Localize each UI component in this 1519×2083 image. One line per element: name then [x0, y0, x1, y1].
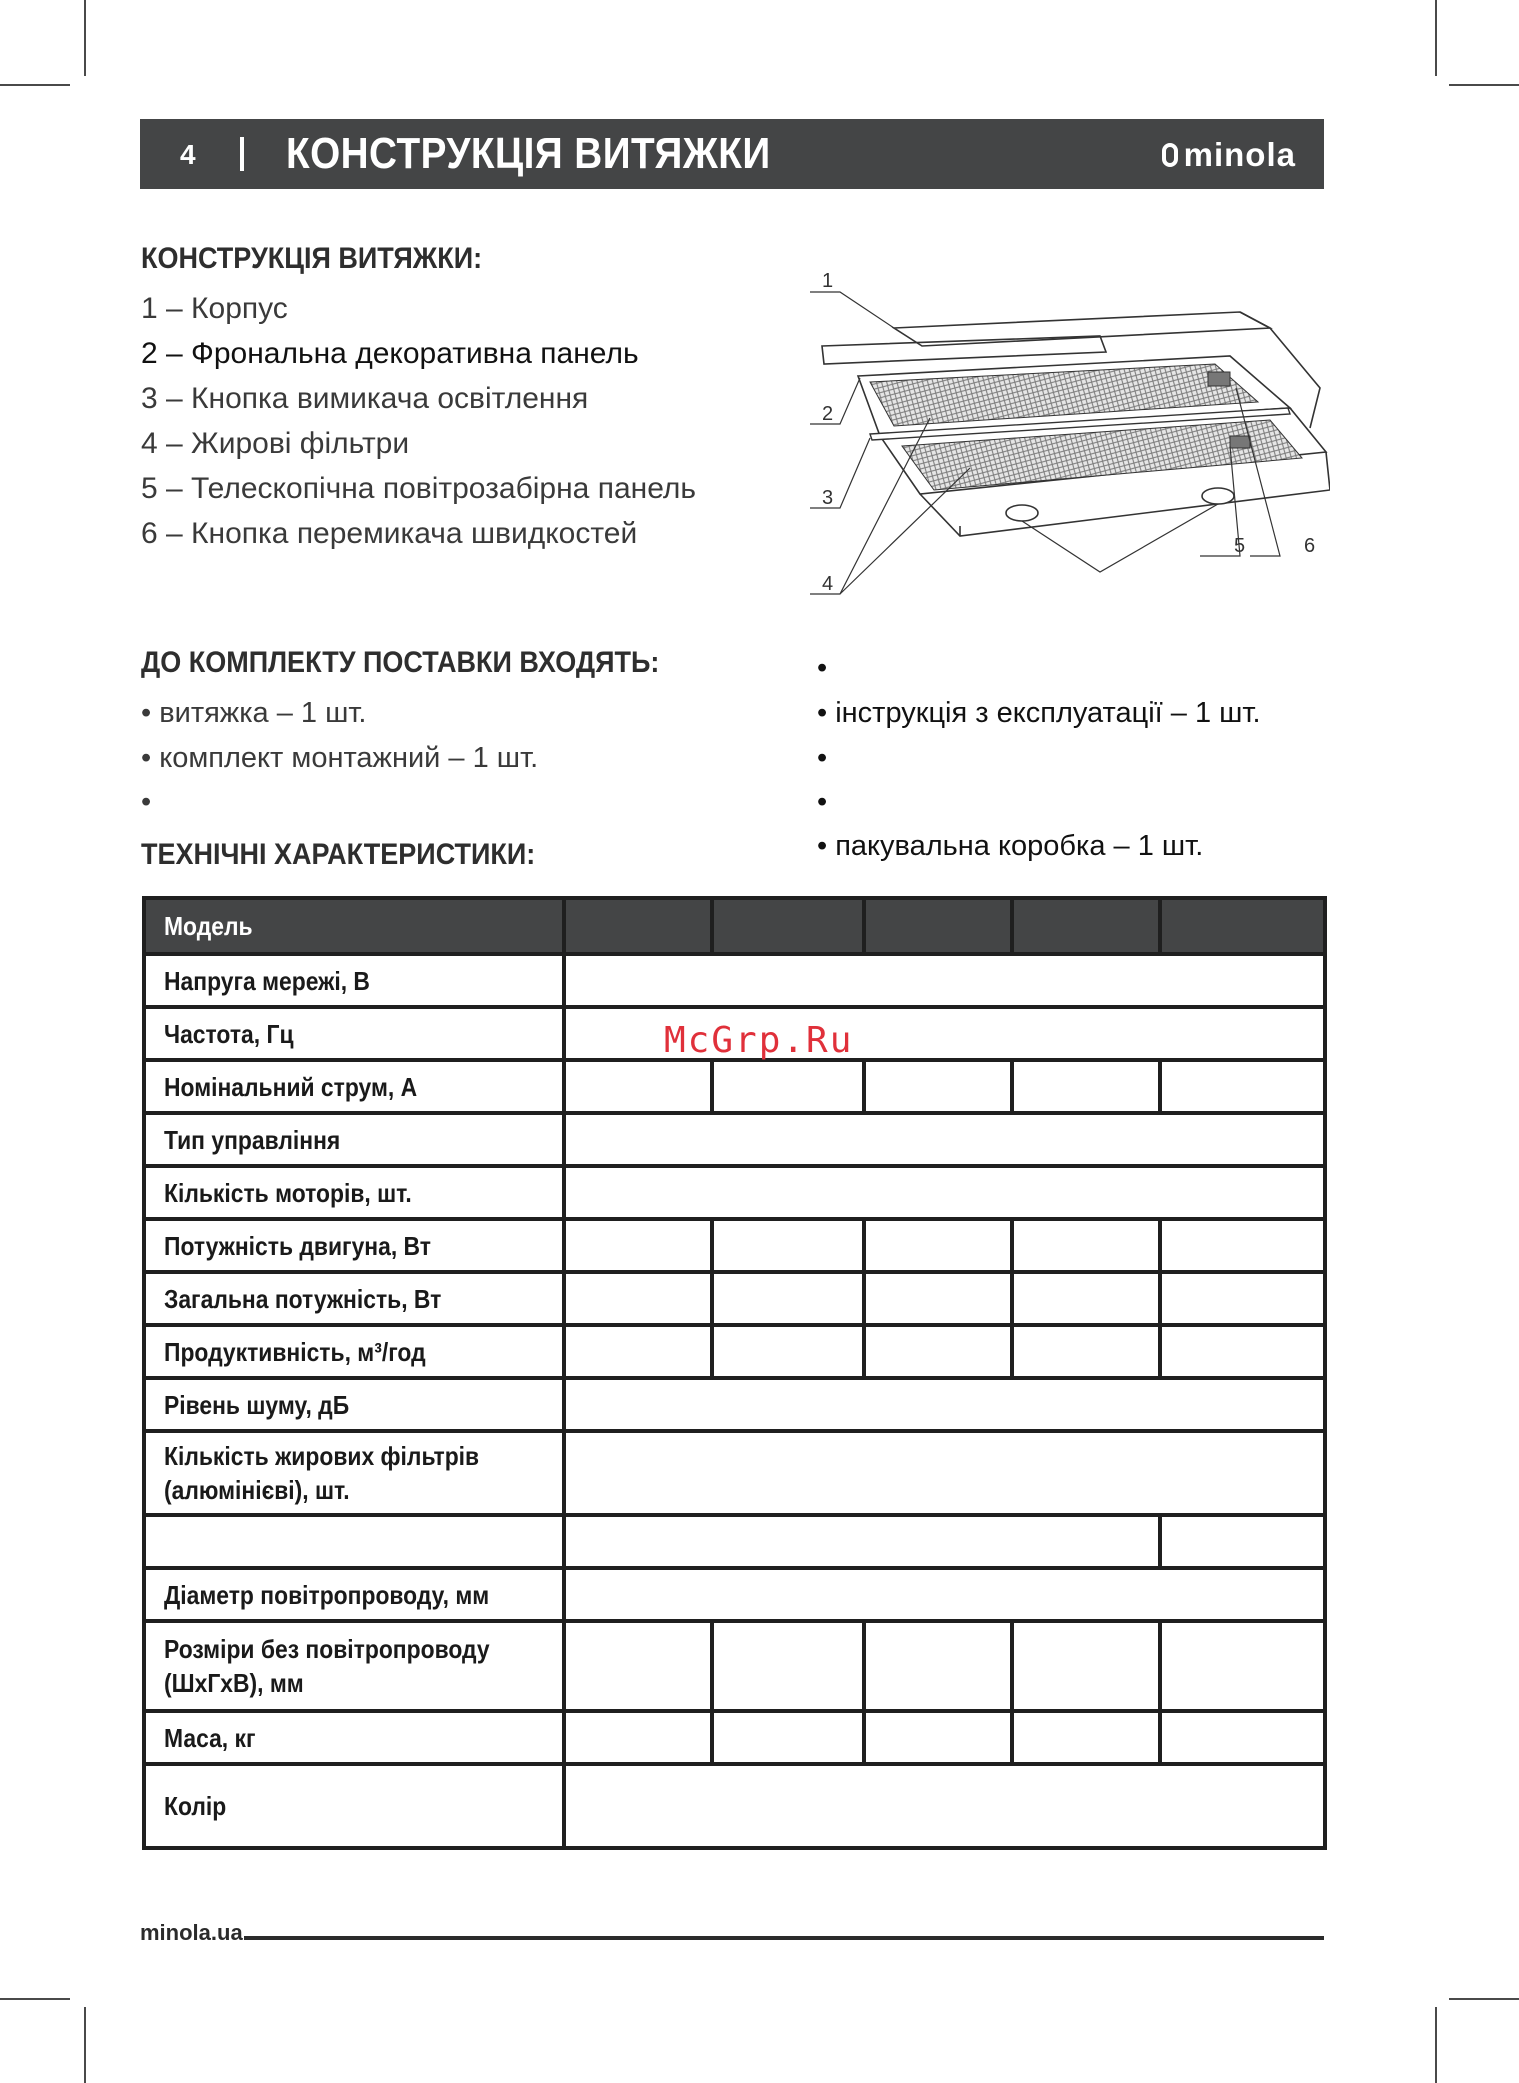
table-row: Діаметр повітропроводу, мм — [144, 1568, 1325, 1621]
table-row: Розміри без повітропроводу (ШхГхВ), мм — [144, 1621, 1325, 1711]
crop-mark — [1435, 2007, 1437, 2083]
table-row: Кількість жирових фільтрів (алюмінієві), шт. — [144, 1431, 1325, 1515]
diagram-label: 1 — [822, 270, 834, 292]
crop-mark — [1449, 84, 1519, 86]
table-row: Маса, кг — [144, 1711, 1325, 1764]
list-item: 2 – Фрональна декоративна панель — [141, 337, 639, 370]
watermark: McGrp.Ru — [664, 1020, 854, 1061]
brand-name: minola — [1183, 136, 1296, 173]
diagram-label: 2 — [822, 403, 834, 425]
diagram-label: 4 — [822, 573, 834, 595]
package-item-left: • витяжка – 1 шт. — [141, 697, 367, 729]
construction-title: КОНСТРУКЦІЯ ВИТЯЖКИ: — [141, 242, 483, 275]
package-item-right: • інструкція з експлуатації – 1 шт. — [817, 697, 1261, 729]
package-title: ДО КОМПЛЕКТУ ПОСТАВКИ ВХОДЯТЬ: — [141, 646, 660, 679]
table-row: Колір — [144, 1764, 1325, 1848]
header-bar — [140, 119, 1324, 189]
page-number: 4 — [180, 139, 196, 170]
hood-diagram — [810, 268, 1330, 604]
crop-mark — [84, 0, 86, 76]
diagram-label: 6 — [1304, 535, 1316, 557]
table-row: Рівень шуму, дБ — [144, 1378, 1325, 1431]
package-item-right: • пакувальна коробка – 1 шт. — [817, 830, 1204, 862]
crop-mark — [84, 2007, 86, 2083]
package-item-right: • — [817, 652, 828, 684]
table-header-row — [144, 898, 1325, 954]
table-row: Тип управління — [144, 1113, 1325, 1166]
table-header-cell: Модель — [144, 898, 564, 954]
package-item-left: • — [141, 786, 152, 818]
list-item: 5 – Телескопічна повітрозабірна панель — [141, 472, 697, 505]
list-item: 1 – Корпус — [141, 292, 288, 325]
table-row: Кількість моторів, шт. — [144, 1166, 1325, 1219]
table-row: Загальна потужність, Вт — [144, 1272, 1325, 1325]
list-item: 4 – Жирові фільтри — [141, 427, 410, 460]
package-item-left: • комплект монтажний – 1 шт. — [141, 742, 539, 774]
list-item: 3 – Кнопка вимикача освітлення — [141, 382, 589, 415]
table-row: Номінальний струм, А — [144, 1060, 1325, 1113]
construction-list — [141, 286, 696, 556]
diagram-label: 5 — [1234, 535, 1246, 557]
brand-logo-icon — [1162, 143, 1178, 167]
table-row — [144, 1515, 1325, 1568]
crop-mark — [1435, 0, 1437, 76]
crop-mark — [0, 84, 70, 86]
header-separator — [240, 137, 244, 171]
crop-mark — [1449, 1998, 1519, 2000]
crop-mark — [0, 1998, 70, 2000]
package-item-right: • — [817, 742, 828, 774]
package-item-right: • — [817, 786, 828, 818]
brand-logo — [1162, 136, 1296, 174]
page-title: КОНСТРУКЦІЯ ВИТЯЖКИ — [286, 129, 771, 178]
list-item: 6 – Кнопка перемикача швидкостей — [141, 517, 638, 550]
specs-title: ТЕХНІЧНІ ХАРАКТЕРИСТИКИ: — [141, 838, 536, 871]
table-row: Частота, Гц — [144, 1007, 1325, 1060]
table-row: Напруга мережі, В — [144, 954, 1325, 1007]
footer-site-link[interactable]: minola.ua — [140, 1920, 243, 1945]
table-row: Продуктивність, м³/год — [144, 1325, 1325, 1378]
diagram-label: 3 — [822, 487, 834, 509]
footer-divider — [244, 1936, 1324, 1940]
table-row: Потужність двигуна, Вт — [144, 1219, 1325, 1272]
